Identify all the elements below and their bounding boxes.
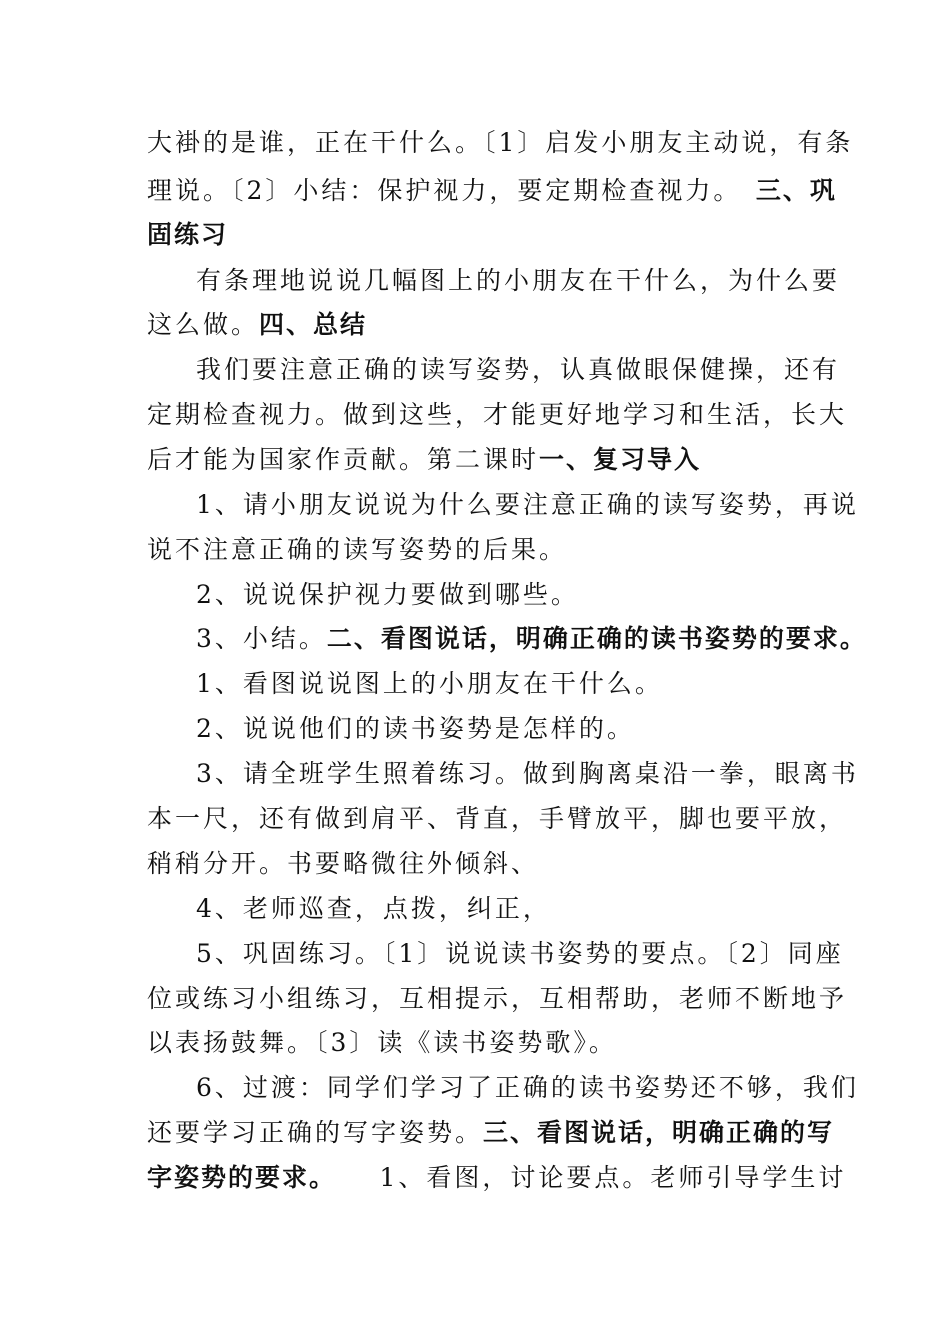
section-heading: 三、看图说话，明确正确的写 — [483, 1118, 835, 1147]
text-line — [196, 937, 844, 971]
text-run: 理说。〔2〕小结：保护视力，要定期检查视力。 — [147, 176, 729, 205]
text-run: 3、小结。 — [196, 624, 327, 653]
section-heading: 二、看图说话，明确正确的读书姿势的要求。 — [326, 624, 867, 653]
text-run: 1、看图，讨论要点。老师引导学生讨 — [323, 1163, 847, 1192]
text-line — [147, 802, 847, 836]
text-line — [196, 578, 579, 612]
text-line — [147, 1026, 617, 1060]
text-run: 稍稍分开。书要略微往外倾斜、 — [147, 849, 540, 878]
text-run: 5、巩固练习。〔1〕说说读书姿势的要点。〔2〕同座 — [196, 939, 844, 968]
text-line — [147, 126, 853, 160]
text-run: 3、请全班学生照着练习。做到胸离桌沿一拳，眼离书 — [196, 759, 859, 788]
text-run: 位或练习小组练习，互相提示，互相帮助，老师不断地予 — [147, 984, 848, 1013]
text-line — [196, 667, 663, 701]
text-run: 本一尺，还有做到肩平、背直，手臂放平，脚也要平放， — [147, 804, 848, 833]
text-line — [196, 1071, 859, 1105]
text-run: 4、老师巡查，点拨，纠正， — [196, 894, 551, 923]
text-line — [196, 353, 840, 387]
text-run: 有条理地说说几幅图上的小朋友在干什么，为什么要 — [196, 266, 841, 295]
text-line — [196, 264, 840, 298]
text-run: 说不注意正确的读写姿势的后果。 — [147, 535, 568, 564]
section-heading: 固练习 — [147, 220, 229, 249]
text-run: 以表扬鼓舞。〔3〕读《读书姿势歌》。 — [147, 1028, 617, 1057]
section-heading: 一、复习导入 — [539, 445, 702, 474]
text-line — [147, 1116, 834, 1150]
text-line — [147, 443, 701, 477]
text-line — [147, 1161, 846, 1195]
text-line — [147, 982, 847, 1016]
text-line — [147, 847, 539, 881]
text-line — [147, 398, 847, 432]
text-line — [147, 533, 567, 567]
text-line — [196, 757, 859, 791]
text-line — [147, 308, 367, 342]
text-run: 2、说说他们的读书姿势是怎样的。 — [196, 714, 635, 743]
text-run: 定期检查视力。做到这些，才能更好地学习和生活，长大 — [147, 400, 848, 429]
text-line — [196, 892, 551, 926]
text-run: 6、过渡：同学们学习了正确的读书姿势还不够，我们 — [196, 1073, 859, 1102]
text-run: 还要学习正确的写字姿势。 — [147, 1118, 484, 1147]
text-line — [196, 712, 635, 746]
text-run: 我们要注意正确的读写姿势，认真做眼保健操，还有 — [196, 355, 841, 384]
text-run: 大褂的是谁，正在干什么。〔1〕启发小朋友主动说，有条 — [147, 128, 854, 157]
text-line — [196, 622, 867, 656]
section-heading: 四、总结 — [259, 310, 368, 339]
text-run: 2、说说保护视力要做到哪些。 — [196, 580, 579, 609]
section-heading: 三、巩 — [728, 176, 837, 205]
section-heading: 字姿势的要求。 — [147, 1163, 324, 1192]
text-run: 1、看图说说图上的小朋友在干什么。 — [196, 669, 663, 698]
text-run: 后才能为国家作贡献。第二课时 — [147, 445, 540, 474]
text-line — [147, 218, 228, 252]
text-run: 1、请小朋友说说为什么要注意正确的读写姿势，再说 — [196, 490, 859, 519]
text-line — [196, 488, 859, 522]
text-line — [147, 174, 837, 208]
text-run: 这么做。 — [147, 310, 260, 339]
